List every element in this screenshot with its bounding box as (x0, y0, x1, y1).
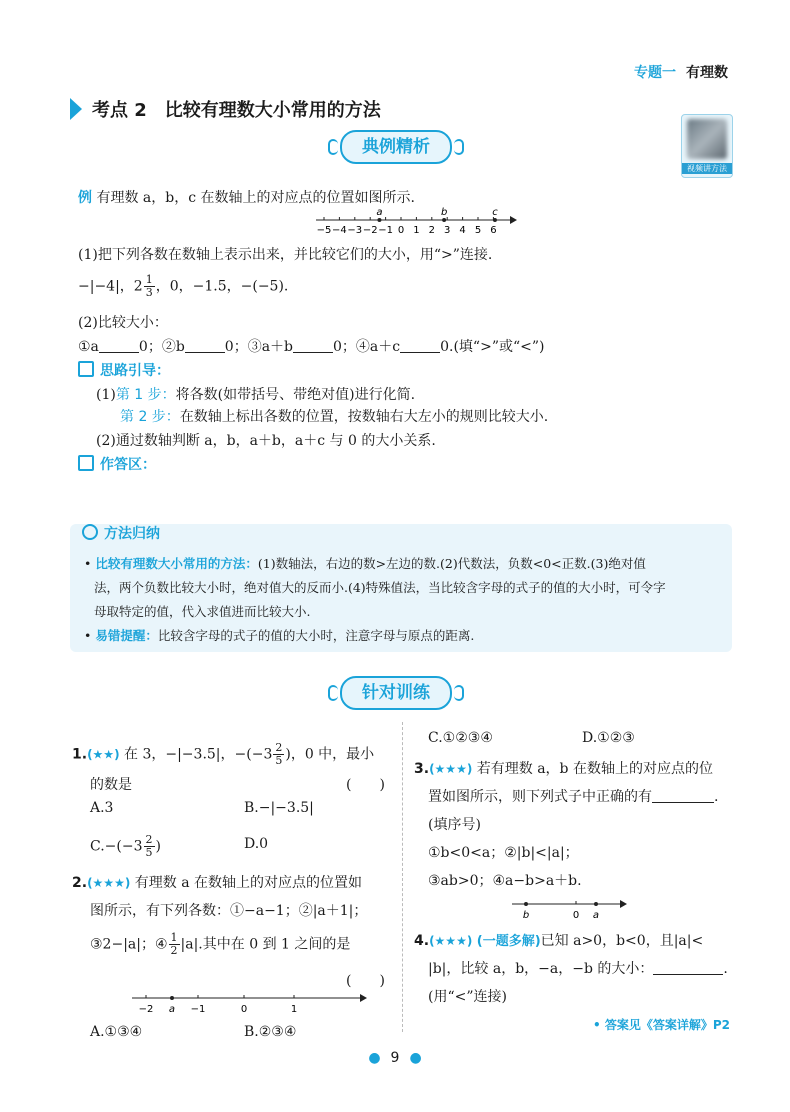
hint-title: 思路引导： (78, 360, 170, 380)
tick-label: 0 (572, 910, 580, 920)
question-1-stem-2: 的数是 (90, 777, 132, 793)
option-a[interactable]: A.3 (90, 800, 114, 816)
chevron-right-icon (70, 98, 82, 120)
tick-label: 1 (413, 225, 420, 234)
method-warning: • 易错提醒：比较含字母的式子的值的大小时，注意字母与原点的距离. (84, 628, 475, 643)
tick-label: a (168, 1004, 176, 1014)
method-line-2: 法，两个负数比较大小时，绝对值大的反而小.(4)特殊值法，当比较含字母的式子的值的大小时，可令字 (94, 580, 666, 595)
option-c[interactable]: C.①②③④ (428, 730, 493, 746)
tick-label: 5 (474, 225, 482, 234)
tick-label: b (522, 910, 530, 920)
option-d[interactable]: D.0 (244, 836, 269, 852)
question-2-blanks: ①a 0；②b 0；③a＋b 0；④a＋c 0.(填“>”或“<”) (78, 339, 545, 355)
question-2-stem-3: ③2−|a|；④ $\frac{1}{2}$ |a|.其中在 0 到 1 之间的是 (90, 931, 351, 957)
answer-blank[interactable] (293, 338, 333, 353)
video-label: 视频讲方法 (682, 163, 732, 174)
tick-label: 6 (490, 225, 497, 234)
pencil-icon (78, 455, 94, 471)
option-c[interactable]: C.−(−3 $\frac{2}{5}$ ) (90, 833, 161, 859)
hint-2: (2)通过数轴判断 a，b，a＋b，a＋c 与 0 的大小关系. (96, 433, 436, 449)
method-line-3: 母取特定的值，代入求值进而比较大小. (94, 604, 311, 619)
question-3-statements-2: ③ab>0；④a−b>a＋b. (428, 873, 582, 889)
question-4-stem-3: (用“<”连接) (428, 989, 507, 1005)
answer-blank[interactable] (400, 338, 440, 353)
answer-area-label: 作答区： (78, 454, 156, 474)
question-1-list: −|−4|，2 $\frac{1}{3}$ ，0，−1.5，−(−5). (78, 273, 289, 299)
column-divider (402, 722, 403, 1032)
question-4-stem: 4.(★★★) (一题多解)已知 a>0，b<0，且|a|< (414, 933, 704, 949)
tick-label: −4 (332, 225, 347, 234)
answer-blank[interactable] (99, 338, 139, 353)
point-marker (377, 218, 381, 222)
tick-label: 3 (444, 225, 451, 234)
question-1: (1)把下列各数在数轴上表示出来，并比较它们的大小，用“>”连接. (78, 247, 493, 263)
lightbulb-icon (82, 524, 98, 540)
tick-label: −1 (378, 225, 393, 234)
point-marker (493, 218, 497, 222)
hint-step-1: (1)第 1 步：将各数(如带括号、带绝对值)进行化简. (96, 387, 416, 403)
point-marker (524, 902, 528, 906)
tick-label: −2 (362, 225, 378, 234)
tick-label: 2 (428, 225, 435, 234)
answer-blank[interactable] (653, 960, 723, 975)
question-4-stem-2: |b|，比较 a，b，−a，−b 的大小： . (428, 961, 728, 977)
tick-label: 0 (240, 1004, 248, 1014)
answer-paren[interactable]: ( ) (346, 973, 385, 989)
tick-label: 0 (397, 225, 405, 234)
example-heading: 典例精析 (340, 130, 452, 164)
answer-paren[interactable]: ( ) (346, 777, 385, 793)
answer-blank[interactable] (185, 338, 225, 353)
question-2-stem-2: 图所示，有下列各数：①−a−1；②|a＋1|； (90, 903, 368, 919)
option-d[interactable]: D.①②③ (582, 730, 635, 746)
method-line-1: • 比较有理数大小常用的方法：(1)数轴法，右边的数>左边的数.(2)代数法，负数<0<正数.(3)绝对值 (84, 556, 646, 571)
point-label: a (376, 207, 383, 218)
question-3-stem: 3.(★★★) 若有理数 a，b 在数轴上的对应点的位 (414, 761, 713, 777)
question-3-stem-3: (填序号) (428, 817, 481, 833)
fraction-one-third: $\frac{1}{3}$ (145, 273, 153, 299)
question-3-stem-2: 置如图所示，则下列式子中正确的有 . (428, 789, 719, 805)
point-marker (442, 218, 446, 222)
training-heading: 针对训练 (340, 676, 452, 710)
running-header (634, 62, 728, 82)
hint-step-2: 第 2 步：在数轴上标出各数的位置，按数轴右大左小的规则比较大小. (120, 409, 549, 425)
topic-label: 专题一 (634, 65, 676, 81)
tick-label: a (592, 910, 600, 920)
tick-label: −2 (138, 1004, 154, 1014)
option-a[interactable]: A.①③④ (90, 1024, 143, 1040)
section-title: 考点 2 比较有理数大小常用的方法 (70, 96, 381, 122)
answer-blank[interactable] (652, 788, 714, 803)
tick-label: −3 (347, 225, 363, 234)
question-3-statements-1: ①b<0<a；②|b|<|a|； (428, 845, 579, 861)
point-marker (170, 996, 174, 1000)
lightbulb-icon (78, 361, 94, 377)
subject-label: 有理数 (686, 65, 728, 81)
answer-reference: • 答案见《答案详解》P2 (592, 1018, 730, 1032)
question-2: (2)比较大小： (78, 315, 168, 331)
question-2-number-line (128, 988, 368, 1014)
tick-label: −1 (190, 1004, 206, 1014)
question-2-stem: 2.(★★★) 有理数 a 在数轴上的对应点的位置如 (72, 875, 363, 891)
point-label: c (492, 207, 498, 218)
qr-code-image (687, 119, 727, 159)
tick-label: 4 (459, 225, 466, 234)
option-b[interactable]: B.②③④ (244, 1024, 297, 1040)
video-qr-thumbnail[interactable] (681, 114, 733, 178)
example-intro: 例 有理数 a，b，c 在数轴上的对应点的位置如图所示. (78, 190, 415, 206)
point-label: b (440, 207, 448, 218)
tick-label: −5 (316, 225, 332, 234)
page-number: ● 9 ● (368, 1050, 422, 1066)
option-b[interactable]: B.−|−3.5| (244, 800, 314, 816)
point-marker (594, 902, 598, 906)
example-number-line (312, 206, 518, 234)
tick-label: 1 (290, 1004, 298, 1014)
question-3-number-line (510, 894, 630, 920)
question-1-stem: 1.(★★) 在 3，−|−3.5|，−(−3 $\frac{2}{5}$ )，0 中，最小 (72, 741, 375, 767)
method-title: 方法归纳 (82, 523, 160, 543)
